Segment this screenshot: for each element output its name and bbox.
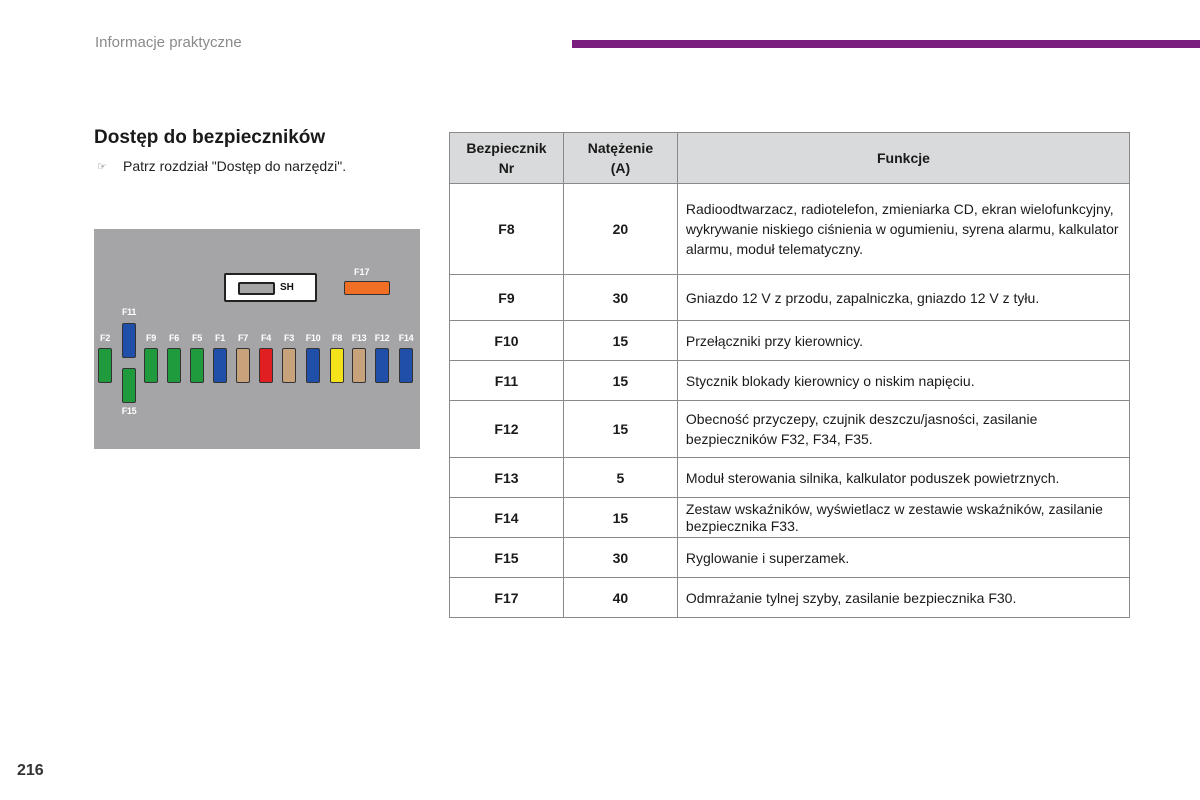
fuse-number-cell: F10 [450,321,564,361]
fuse-label-f2: F2 [100,333,110,343]
fuse-number-cell: F15 [450,538,564,578]
fuse-f7 [236,348,250,383]
fuse-number-cell: F12 [450,401,564,458]
amperage-cell: 40 [563,578,677,618]
fuse-label-f13: F13 [351,333,367,343]
fuse-label-f9: F9 [146,333,156,343]
function-cell: Obecność przyczepy, czujnik deszczu/jasności, zasilanie bezpieczników F32, F34, F35. [677,401,1129,458]
table-row [450,458,1130,498]
fuse-label-f11: F11 [121,307,137,317]
function-cell: Radioodtwarzacz, radiotelefon, zmieniarka CD, ekran wielofunkcyjny, wykrywanie niskiego ciśnienia w ogumieniu, syrena alarmu, kalkulator alarmu, moduł telematyczny. [677,184,1129,275]
function-cell: Gniazdo 12 V z przodu, zapalniczka, gniazdo 12 V z tyłu. [677,275,1129,321]
table-row [450,361,1130,401]
amperage-cell: 20 [563,184,677,275]
header-func: Funkcje [677,133,1129,184]
fuse-table [449,132,1130,618]
fuse-label-f3: F3 [284,333,294,343]
fusebox-diagram [94,229,420,449]
note [97,158,346,174]
fuse-f12 [375,348,389,383]
amperage-cell: 30 [563,538,677,578]
fuse-f2 [98,348,112,383]
fuse-number-cell: F9 [450,275,564,321]
sh-shunt-box [224,273,317,302]
fuse-f17 [344,281,390,295]
fuse-f1 [213,348,227,383]
fuse-f10 [306,348,320,383]
table-row [450,275,1130,321]
page-number: 216 [17,762,44,779]
pointing-hand-icon: ☞ [97,160,107,173]
amperage-cell: 15 [563,361,677,401]
fuse-label-f17: F17 [354,267,370,277]
amperage-cell: 30 [563,275,677,321]
function-cell: Ryglowanie i superzamek. [677,538,1129,578]
fuse-label-f15: F15 [121,406,137,416]
fuse-f4 [259,348,273,383]
fuse-f8 [330,348,344,383]
table-row [450,184,1130,275]
fuse-label-f8: F8 [332,333,342,343]
section-title: Dostęp do bezpieczników [94,127,326,148]
fuse-label-f14: F14 [398,333,414,343]
table-header-row [450,133,1130,184]
function-cell: Stycznik blokady kierownicy o niskim napięciu. [677,361,1129,401]
fuse-f3 [282,348,296,383]
header-accent-bar [572,40,1200,48]
fuse-label-f7: F7 [238,333,248,343]
function-cell: Moduł sterowania silnika, kalkulator poduszek powietrznych. [677,458,1129,498]
fuse-f6 [167,348,181,383]
table-row [450,578,1130,618]
sh-label: SH [280,282,294,293]
function-cell: Zestaw wskaźników, wyświetlacz w zestawie wskaźników, zasilanie bezpiecznika F33. [677,498,1129,538]
function-cell: Przełączniki przy kierownicy. [677,321,1129,361]
fuse-label-f12: F12 [374,333,390,343]
table-row [450,498,1130,538]
header-nr: Bezpiecznik Nr [450,133,564,184]
fuse-label-f4: F4 [261,333,271,343]
fuse-f14 [399,348,413,383]
table-row [450,538,1130,578]
fuse-number-cell: F8 [450,184,564,275]
fuse-number-cell: F14 [450,498,564,538]
sh-shunt [238,282,275,295]
fuse-f5 [190,348,204,383]
table-row [450,401,1130,458]
amperage-cell: 15 [563,321,677,361]
fuse-number-cell: F17 [450,578,564,618]
header-amp: Natężenie (A) [563,133,677,184]
function-cell: Odmrażanie tylnej szyby, zasilanie bezpiecznika F30. [677,578,1129,618]
fuse-label-f1: F1 [215,333,225,343]
fuse-label-f5: F5 [192,333,202,343]
table-row [450,321,1130,361]
fuse-f9 [144,348,158,383]
running-head: Informacje praktyczne [95,34,242,51]
note-text: Patrz rozdział "Dostęp do narzędzi". [123,158,347,174]
amperage-cell: 15 [563,401,677,458]
fuse-number-cell: F11 [450,361,564,401]
fuse-f13 [352,348,366,383]
fuse-f15 [122,368,136,403]
fuse-label-f6: F6 [169,333,179,343]
fuse-number-cell: F13 [450,458,564,498]
fuse-label-f10: F10 [305,333,321,343]
amperage-cell: 15 [563,498,677,538]
amperage-cell: 5 [563,458,677,498]
fuse-f11 [122,323,136,358]
